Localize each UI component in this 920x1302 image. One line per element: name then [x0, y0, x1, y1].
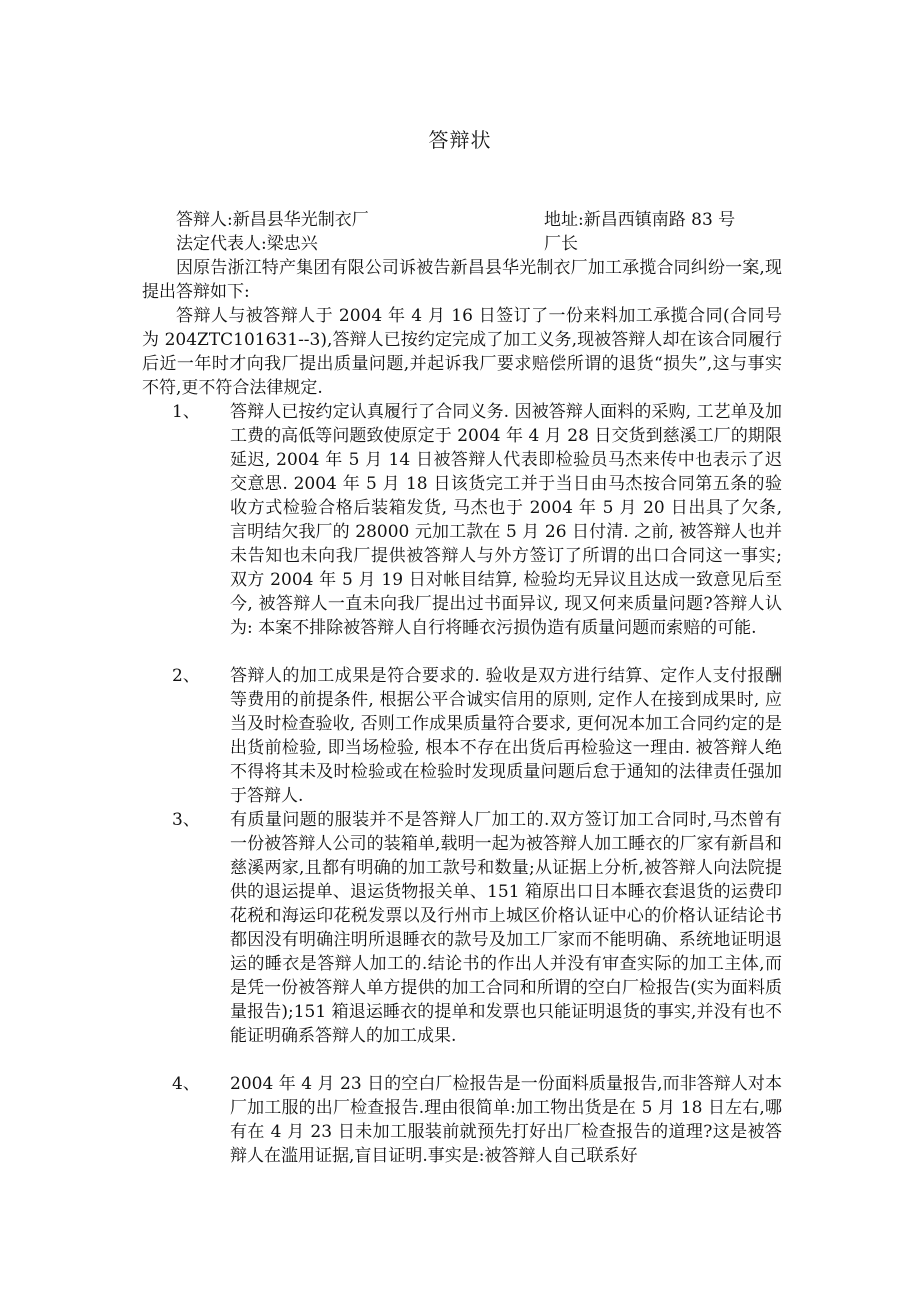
item-text: 有质量问题的服装并不是答辩人厂加工的.双方签订加工合同时,马杰曾有一份被答辩人公司的装箱单,载明一起为被答辩人加工睡衣的厂家有新昌和慈溪两家,且都有明确的加工款号和数量;从证据上分析,被答辩人向法院提供的退运提单、退运货物报关单、151 箱原出口日本睡衣套退货的运费印花税和海运印花税发票以及行州市上城区价格认证中心的价格认证结论书都因没有明确注明所退睡衣的款号及加工厂家而不能明确、系统地证明退运的睡衣是答辩人加工的.结论书的作出人并没有审查实际的加工主体,而是凭一份被答辩人单方提供的加工合同和所谓的空白厂检报告(实为面料质量报告);151 箱退运睡衣的提单和发票也只能证明退货的事实,并没有也不能证明确系答辩人的加工成果.: [230, 810, 782, 1046]
legal-representative: 法定代表人:梁忠兴: [176, 234, 318, 254]
party-row-representative: [176, 232, 876, 256]
respondent-address: 地址:新昌西镇南路 83 号: [544, 210, 736, 230]
party-row-respondent: [176, 208, 876, 232]
document-title: 答辩状: [428, 128, 492, 152]
representative-position: 厂长: [544, 234, 578, 254]
item-number: 4、: [172, 1074, 200, 1094]
facts-paragraph: 答辩人与被答辩人于 2004 年 4 月 16 日签订了一份来料加工承揽合同(合同号为 204ZTC101631--3),答辩人已按约定完成了加工义务,现被答辩人却在该合同履行后近一年时才向我厂提出质量问题,并起诉我厂要求赔偿所谓的退货“损失”,这与事实不符,更不符合法律规定.: [142, 306, 782, 398]
item-number: 2、: [172, 666, 200, 686]
item-number: 1、: [172, 402, 200, 422]
item-number: 3、: [172, 810, 200, 830]
intro-paragraph: 因原告浙江特产集团有限公司诉被告新昌县华光制衣厂加工承揽合同纠纷一案,现提出答辩如下:: [142, 258, 782, 302]
item-text: 2004 年 4 月 23 日的空白厂检报告是一份面料质量报告,而非答辩人对本厂加工服的出厂检查报告.理由很简单:加工物出货是在 5 月 18 日左右,哪有在 4 月 23 日未加工服装前就预先打好出厂检查报告的道理?这是被答辩人在滥用证据,盲目证明.事实是:被答辩人自己联系好: [230, 1074, 782, 1166]
item-text: 答辩人的加工成果是符合要求的. 验收是双方进行结算、定作人支付报酬等费用的前提条件, 根据公平合诚实信用的原则, 定作人在接到成果时, 应当及时检查验收, 否则工作成果质量符合要求, 更何况本加工合同约定的是出货前检验, 即当场检验, 根本不存在出货后再检验这一理由. 被答辩人绝不得将其未及时检验或在检验时发现质量问题后怠于通知的法律责任强加于答辩人.: [230, 666, 782, 806]
item-text: 答辩人已按约定认真履行了合同义务. 因被答辩人面料的采购, 工艺单及加工费的高低等问题致使原定于 2004 年 4 月 28 日交货到慈溪工厂的期限延迟, 2004 年 5 月 14 日被答辩人代表即检验员马杰来传中也表示了迟交意思. 2004 年 5 月 18 日该货完工并于当日由马杰按合同第五条的验收方式检验合格后装箱发货, 马杰也于 2004 年 5 月 20 日出具了欠条, 言明结欠我厂的 28000 元加工款在 5 月 26 日付清. 之前, 被答辩人也并未告知也未向我厂提供被答辩人与外方签订了所谓的出口合同这一事实; 双方 2004 年 5 月 19 日对帐目结算, 检验均无异议且达成一致意见后至今, 被答辩人一直未向我厂提出过书面异议, 现又何来质量问题?答辩人认为: 本案不排除被答辩人自行将睡衣污损伪造有质量问题而索赔的可能.: [230, 402, 782, 638]
respondent-name: 答辩人:新昌县华光制衣厂: [176, 210, 369, 230]
